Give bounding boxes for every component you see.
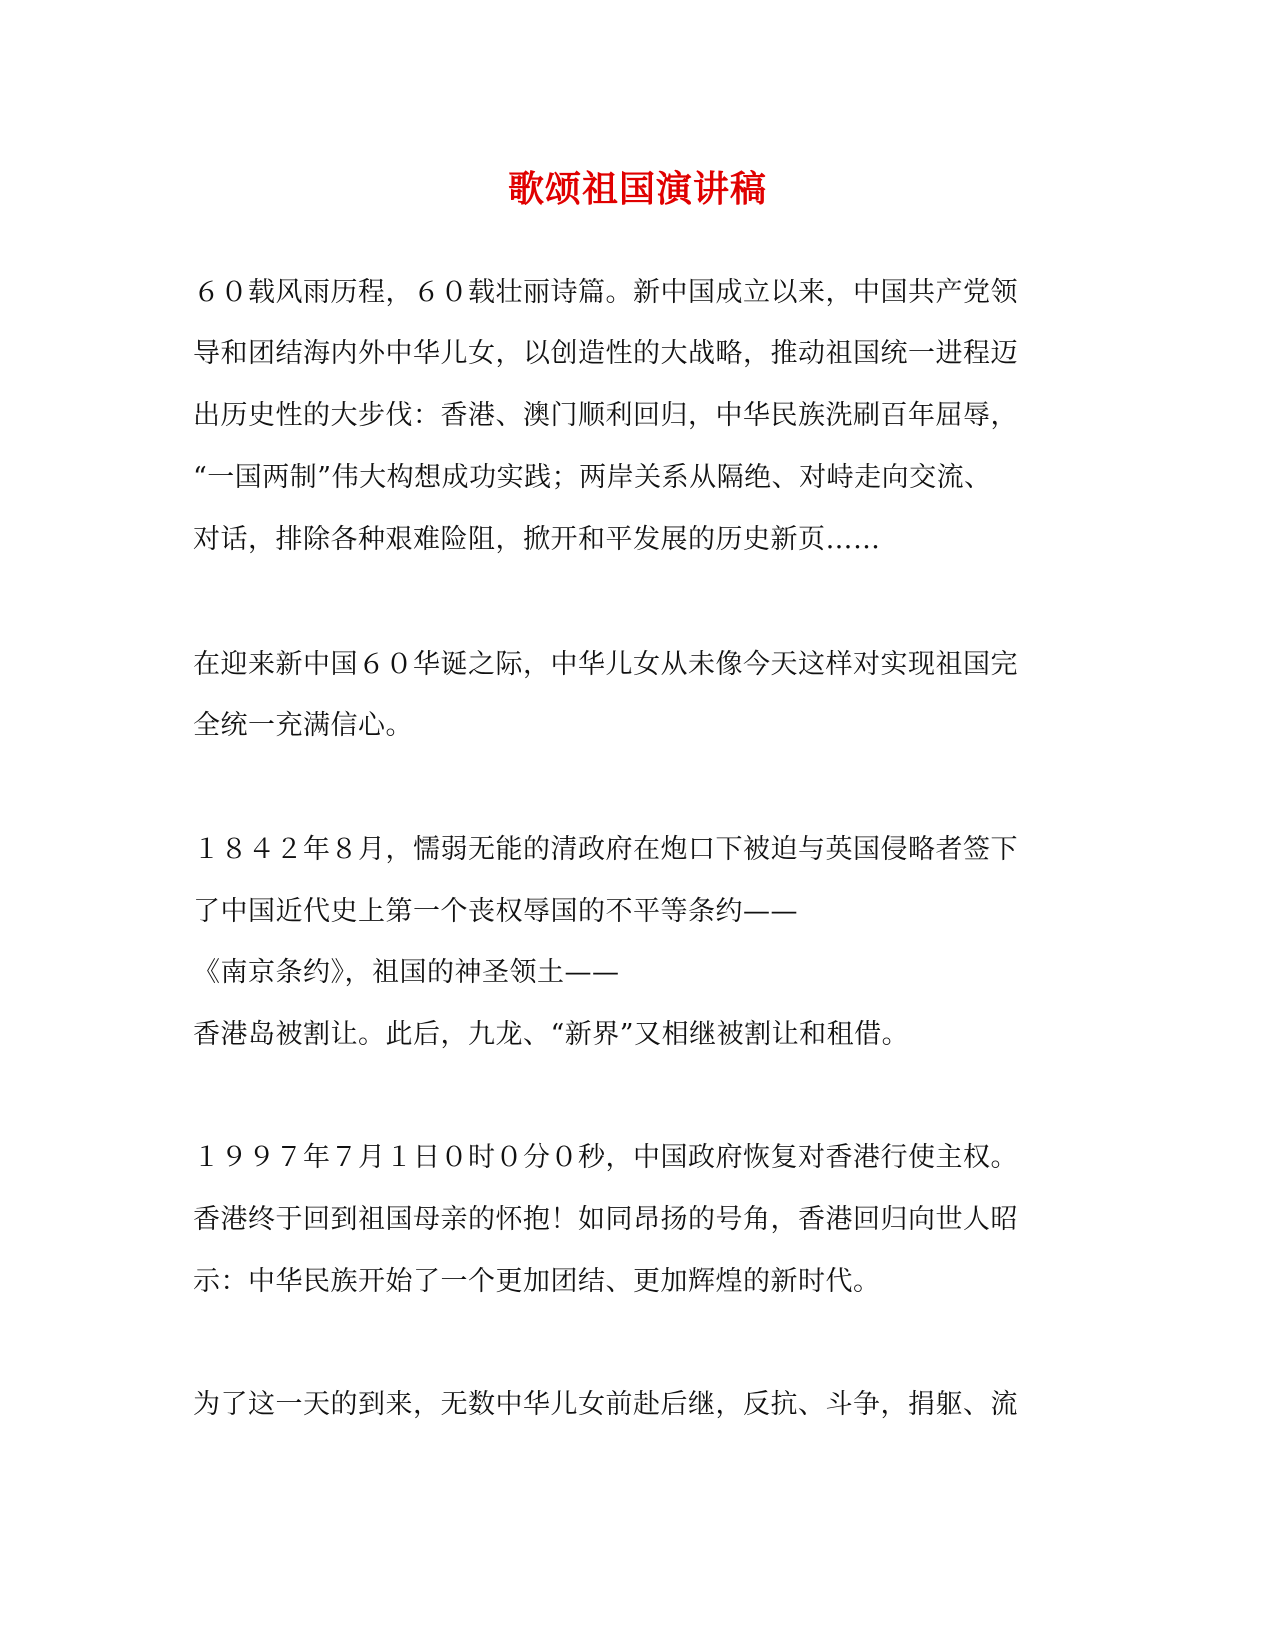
paragraph-line: 在迎来新中国６０华诞之际，中华儿女从未像今天这样对实现祖国完 [193, 649, 1018, 680]
paragraph-line: ６０载风雨历程，６０载壮丽诗篇。新中国成立以来，中国共产党领 [193, 277, 1018, 308]
paragraph-line: 香港终于回到祖国母亲的怀抱！如同昂扬的号角，香港回归向世人昭 [193, 1204, 1018, 1235]
paragraph-line: 为了这一天的到来，无数中华儿女前赴后继，反抗、斗争，捐躯、流 [193, 1389, 1018, 1420]
paragraph-line: 香港岛被割让。此后，九龙、“新界”又相继被割让和租借。 [193, 1019, 910, 1050]
paragraph-line: 导和团结海内外中华儿女，以创造性的大战略，推动祖国统一进程迈 [193, 338, 1018, 369]
paragraph-line: 对话，排除各种艰难险阻，掀开和平发展的历史新页…… [193, 524, 881, 555]
paragraph-line: １９９７年７月１日０时０分０秒，中国政府恢复对香港行使主权。 [193, 1142, 1018, 1173]
paragraph-line: “一国两制”伟大构想成功实践；两岸关系从隔绝、对峙走向交流、 [193, 462, 992, 493]
document-title: 歌颂祖国演讲稿 [507, 169, 767, 210]
paragraph-line: １８４２年８月，懦弱无能的清政府在炮口下被迫与英国侵略者签下 [193, 834, 1018, 865]
paragraph-line: 示：中华民族开始了一个更加团结、更加辉煌的新时代。 [193, 1266, 881, 1297]
paragraph-line: 出历史性的大步伐：香港、澳门顺利回归，中华民族洗刷百年屈辱， [193, 400, 1018, 431]
paragraph-line: 全统一充满信心。 [193, 710, 413, 741]
paragraph-line: 了中国近代史上第一个丧权辱国的不平等条约—— [193, 896, 798, 927]
paragraph-line: 《南京条约》，祖国的神圣领土—— [193, 957, 620, 988]
